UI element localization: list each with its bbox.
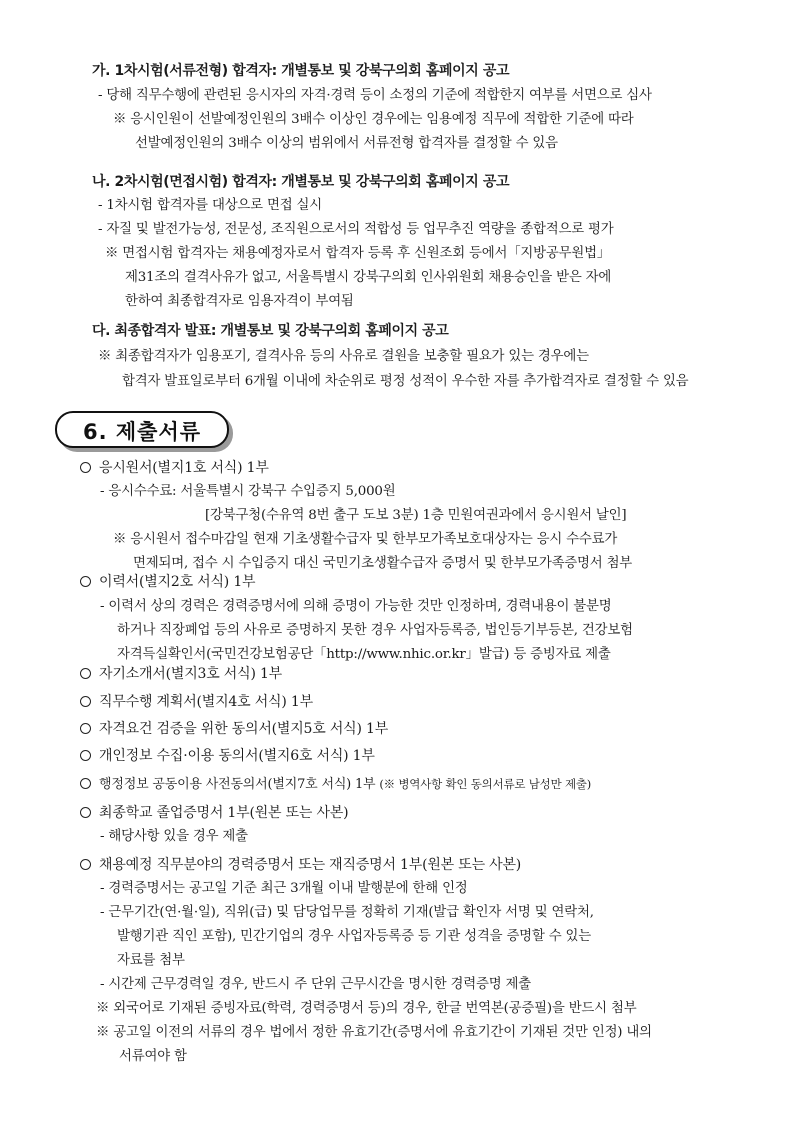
note-line: ※ 면접시험 합격자는 채용예정자로서 합격자 등록 후 신원조회 등에서「지방공무원법」 [105,246,611,261]
note-line: 선발예정인원의 3배수 이상의 범위에서 서류전형 합격자를 결정할 수 있음 [135,136,558,151]
item-label: 직무수행 계획서(별지4호 서식) 1부 [99,694,313,710]
heading-final-announcement: 다. 최종합격자 발표: 개별통보 및 강북구의회 홈페이지 공고 [92,323,449,339]
text-line: - 이력서 상의 경력은 경력증명서에 의해 증명이 가능한 것만 인정하며, 경력내용이 불분명 [100,599,612,614]
text-line: - 경력증명서는 공고일 기준 최근 3개월 이내 발행분에 한해 인정 [100,881,468,896]
section-header-box [55,411,229,448]
text-line: - 응시수수료: 서울특별시 강북구 수입증지 5,000원 [100,484,396,499]
document-item [80,720,388,738]
text-line: - 자질 및 발전가능성, 전문성, 조직원으로서의 적합성 등 업무추진 역량을 종합적으로 평가 [98,222,614,237]
item-label: 자격요건 검증을 위한 동의서(별지5호 서식) 1부 [99,721,389,737]
note-line: ※ 최종합격자가 임용포기, 결격사유 등의 사유로 결원을 보충할 필요가 있는 경우에는 [98,349,589,364]
item-label: 자기소개서(별지3호 서식) 1부 [99,666,283,682]
note-line: ※ 응시인원이 선발예정인원의 3배수 이상인 경우에는 임용예정 직무에 적합한 기준에 따라 [113,112,634,127]
circle-bullet-icon [80,859,91,870]
item-label: 행정정보 공동이용 사전동의서(별지7호 서식) 1부 [99,777,376,792]
text-line: - 근무기간(연·월·일), 직위(급) 및 담당업무를 정확히 기재(발급 확인자 서명 및 연락처, [100,905,594,920]
circle-bullet-icon [80,750,91,761]
document-item [80,804,348,822]
text-line: 자격득실확인서(국민건강보험공단「http://www.nhic.or.kr」발급) 등 증빙자료 제출 [117,647,611,662]
item-label: 최종학교 졸업증명서 1부(원본 또는 사본) [99,805,349,821]
circle-bullet-icon [80,668,91,679]
item-label: 개인정보 수집·이용 동의서(별지6호 서식) 1부 [99,748,375,764]
circle-bullet-icon [80,807,91,818]
circle-bullet-icon [80,696,91,707]
text-line: 발행기관 직인 포함), 민간기업의 경우 사업자등록증 등 기관 성격을 증명할 수 있는 [117,929,591,944]
document-item [80,459,269,477]
item-label: 채용예정 직무분야의 경력증명서 또는 재직증명서 1부(원본 또는 사본) [99,857,522,873]
note-line: ※ 공고일 이전의 서류의 경우 법에서 정한 유효기간(증명서에 유효기간이 기재된 것만 인정) 내의 [96,1025,652,1040]
note-line: 제31조의 결격사유가 없고, 서울특별시 강북구의회 인사위원회 채용승인을 받은 자에 [125,270,612,285]
text-line: [강북구청(수유역 8번 출구 도보 3분) 1층 민원여권과에서 응시원서 날인] [205,508,627,523]
circle-bullet-icon [80,462,91,473]
note-line: 합격자 발표일로부터 6개월 이내에 차순위로 평정 성적이 우수한 자를 추가합격자로 결정할 수 있음 [122,374,689,389]
item-label: 응시원서(별지1호 서식) 1부 [99,460,269,476]
text-line: - 해당사항 있을 경우 제출 [100,829,248,844]
note-line: 한하여 최종합격자로 임용자격이 부여됨 [125,294,354,309]
item-label: 이력서(별지2호 서식) 1부 [99,574,256,590]
note-line: ※ 외국어로 기재된 증빙자료(학력, 경력증명서 등)의 경우, 한글 번역본(공증필)을 반드시 첨부 [96,1001,637,1016]
circle-bullet-icon [80,778,91,789]
heading-first-exam: 가. 1차시험(서류전형) 합격자: 개별통보 및 강북구의회 홈페이지 공고 [92,63,510,79]
section-title: 6. 제출서류 [82,420,202,444]
text-line: - 시간제 근무경력일 경우, 반드시 주 단위 근무시간을 명시한 경력증명 제출 [100,977,532,992]
text-line: - 1차시험 합격자를 대상으로 면접 실시 [98,198,322,213]
text-line: 자료를 첨부 [117,953,185,968]
circle-bullet-icon [80,576,91,587]
document-item [80,665,282,683]
item-note: (※ 병역사항 확인 동의서류로 남성만 제출) [379,777,592,791]
text-line: 하거나 직장폐업 등의 사유로 증명하지 못한 경우 사업자등록증, 법인등기부등본, 건강보험 [117,623,633,638]
document-item [80,775,591,794]
document-item [80,856,521,874]
note-line: 면제되며, 접수 시 수입증지 대신 국민기초생활수급자 증명서 및 한부모가족증명서 첨부 [133,556,633,571]
document-item [80,573,255,591]
document-item [80,747,375,765]
text-line: - 당해 직무수행에 관련된 응시자의 자격·경력 등이 소정의 기준에 적합한지 여부를 서면으로 심사 [98,88,652,103]
document-item [80,693,313,711]
heading-second-exam: 나. 2차시험(면접시험) 합격자: 개별통보 및 강북구의회 홈페이지 공고 [92,174,510,190]
note-line: ※ 응시원서 접수마감일 현재 기초생활수급자 및 한부모가족보호대상자는 응시 수수료가 [113,532,618,547]
note-line: 서류여야 함 [119,1049,187,1064]
circle-bullet-icon [80,723,91,734]
